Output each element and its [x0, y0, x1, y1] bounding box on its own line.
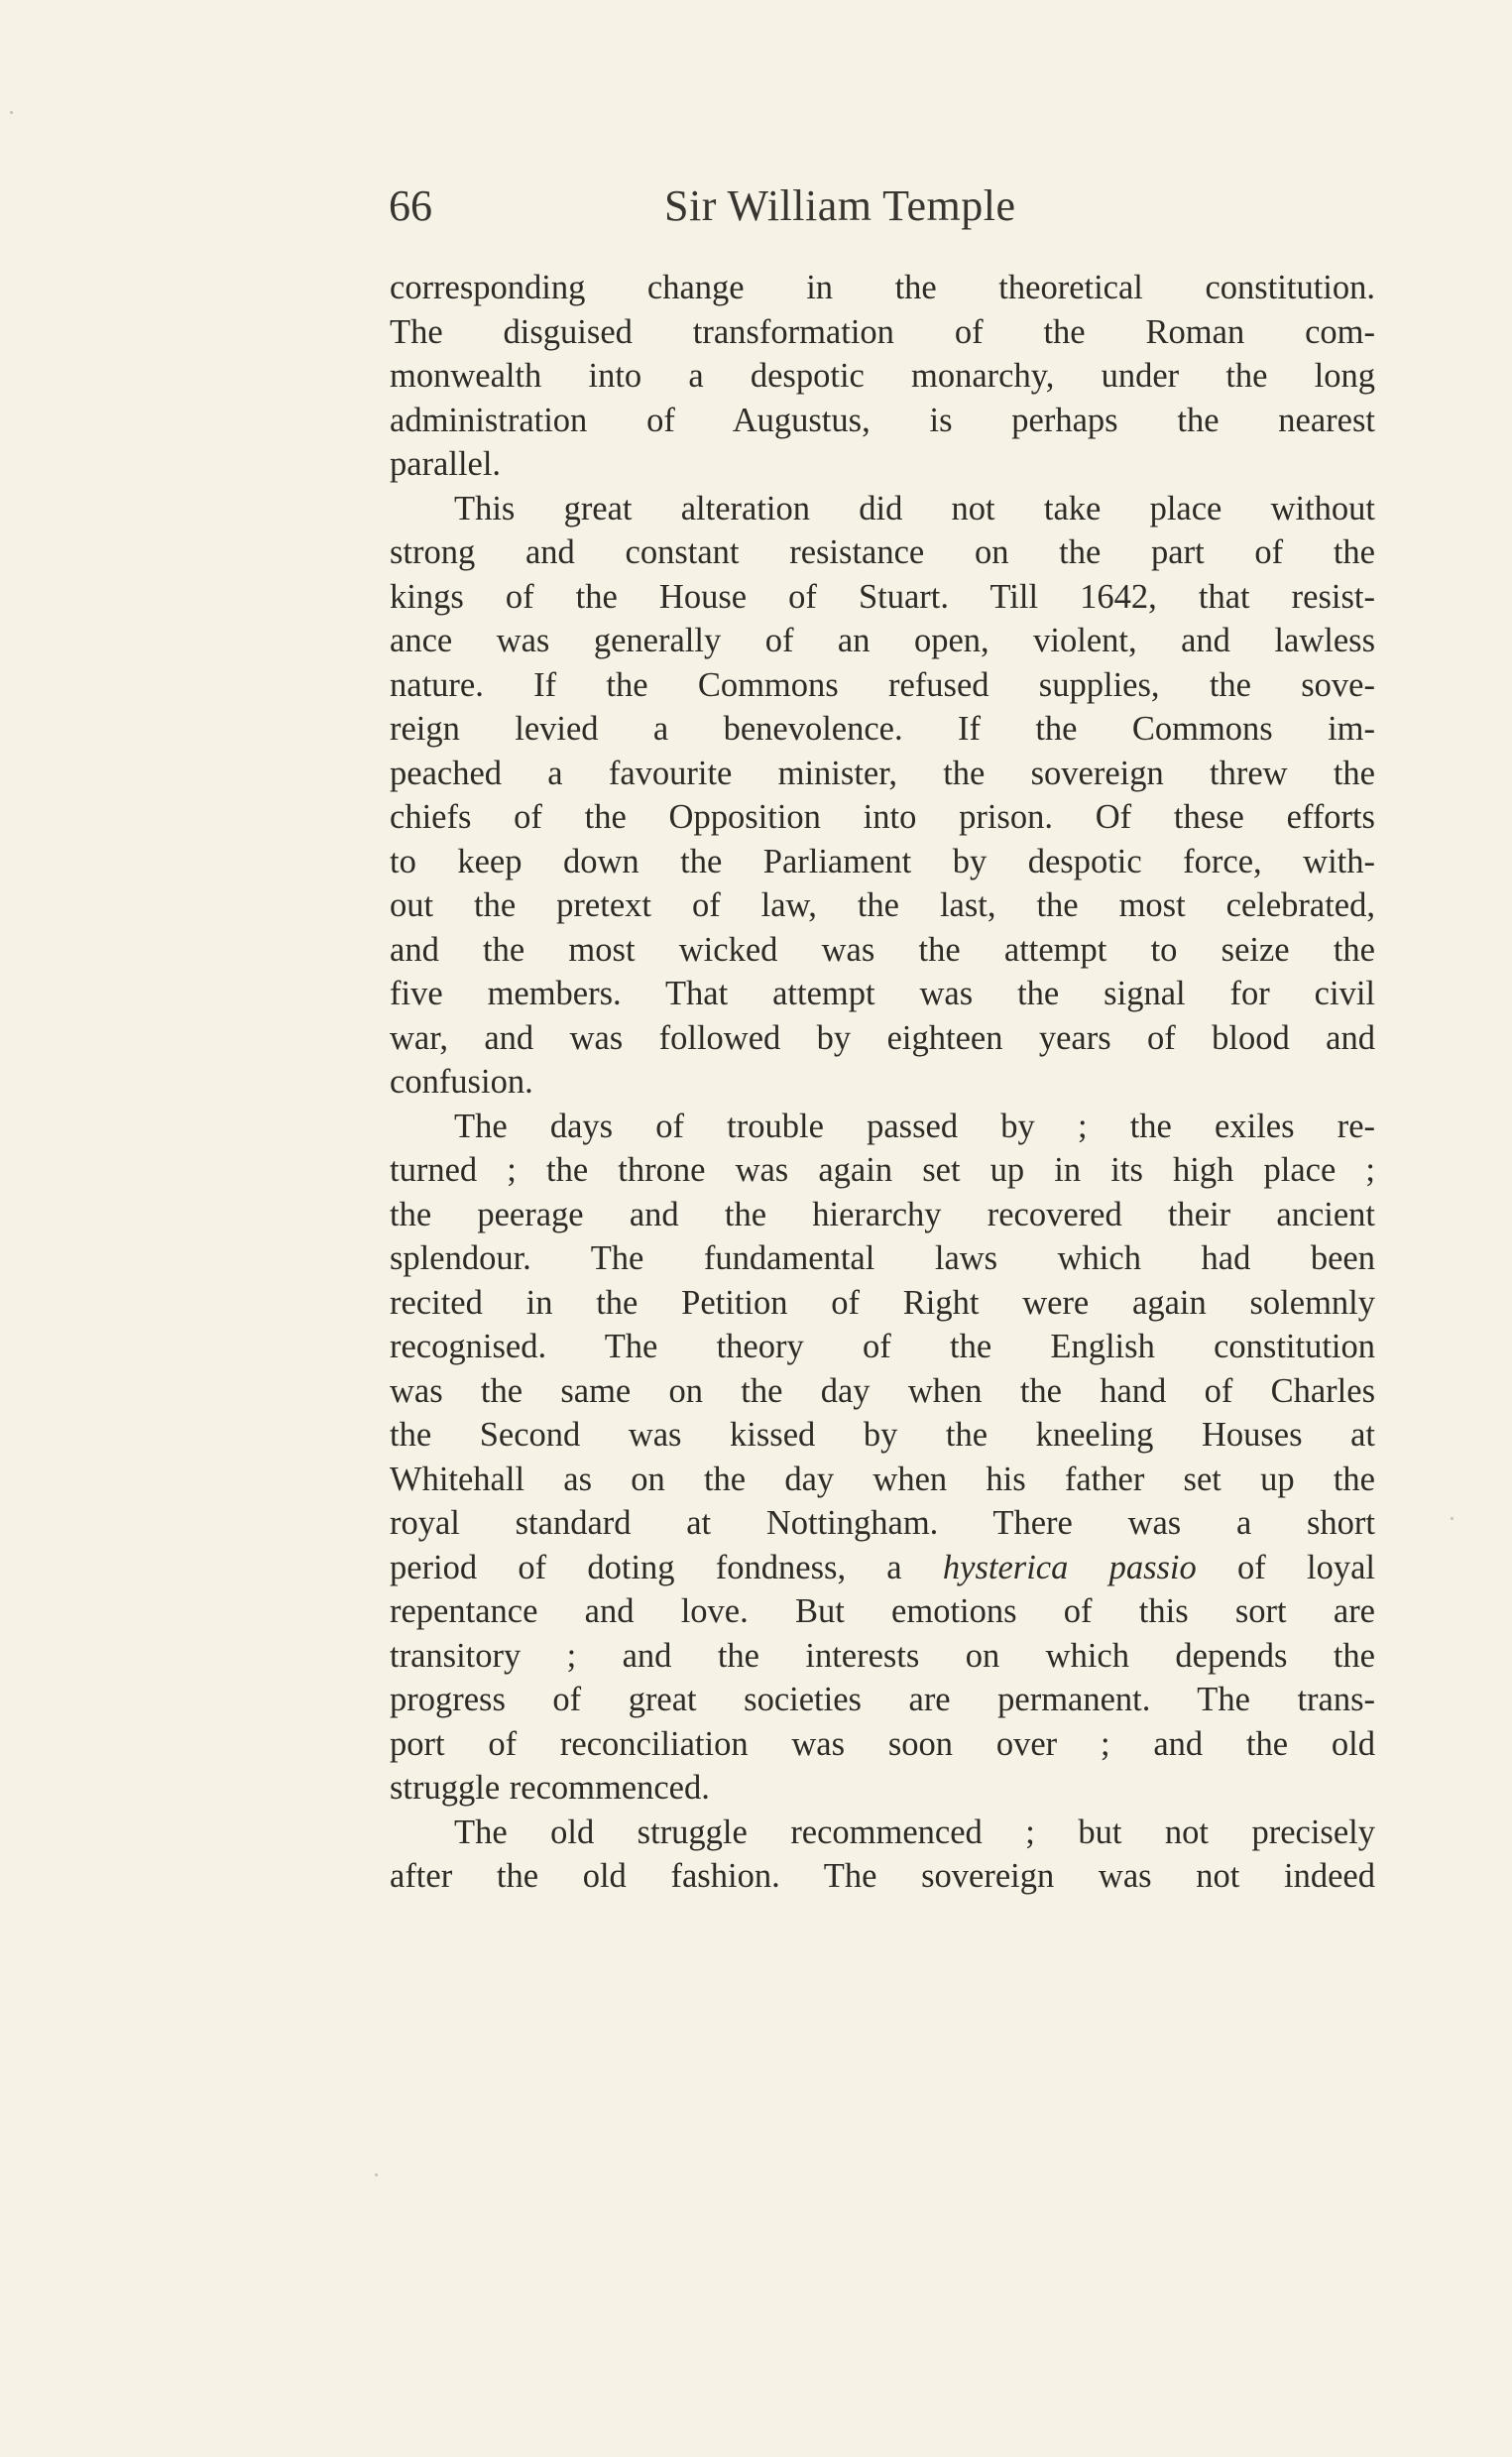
- text-line: [390, 1546, 1375, 1590]
- body-text: [390, 266, 1375, 1899]
- text-line: parallel.: [390, 445, 502, 483]
- text-line: splendour. The fundamental laws which had been: [390, 1239, 1375, 1277]
- page-heading: Sir William Temple: [664, 181, 1016, 230]
- text-line: royal standard at Nottingham. There was a short: [390, 1504, 1375, 1542]
- text-line: peached a favourite minister, the sovereign threw the: [390, 754, 1375, 792]
- text-span: period of doting fondness, a: [390, 1548, 943, 1586]
- text-line: was the same on the day when the hand of Charles: [390, 1371, 1375, 1410]
- text-line: administration of Augustus, is perhaps the nearest: [390, 401, 1375, 439]
- text-line: port of reconciliation was soon over ; and the old: [390, 1724, 1375, 1763]
- text-line: reign levied a benevolence. If the Commons im-: [390, 710, 1375, 748]
- italic-phrase: hysterica passio: [942, 1548, 1197, 1586]
- text-line: ance was generally of an open, violent, and lawless: [390, 622, 1375, 659]
- text-line: out the pretext of law, the last, the most celebrated,: [390, 886, 1375, 924]
- text-line: repentance and love. But emotions of this sort are: [390, 1592, 1375, 1630]
- text-line: transitory ; and the interests on which depends the: [390, 1636, 1375, 1675]
- text-line: corresponding change in the theoretical constitution.: [390, 269, 1375, 306]
- text-line: to keep down the Parliament by despotic force, with-: [390, 842, 1375, 880]
- text-line: five members. That attempt was the signal for civil: [390, 975, 1375, 1012]
- text-line: struggle recommenced.: [390, 1769, 710, 1807]
- paper-speck: [1451, 1517, 1454, 1520]
- text-line: turned ; the throne was again set up in its high place ;: [390, 1151, 1375, 1189]
- text-line: This great alteration did not take place without: [454, 489, 1375, 527]
- text-line: and the most wicked was the attempt to seize the: [390, 930, 1375, 969]
- running-head: [389, 176, 1375, 236]
- text-line: recognised. The theory of the English constitution: [390, 1328, 1375, 1365]
- paper-speck: [375, 2173, 378, 2176]
- text-line: The old struggle recommenced ; but not precisely: [454, 1813, 1375, 1851]
- text-line: after the old fashion. The sovereign was not indeed: [390, 1857, 1375, 1895]
- paper-speck: [10, 111, 13, 114]
- text-line: the Second was kissed by the kneeling Houses at: [390, 1416, 1375, 1454]
- text-line: the peerage and the hierarchy recovered their ancient: [390, 1195, 1375, 1233]
- text-line: nature. If the Commons refused supplies, the sove-: [390, 665, 1375, 704]
- text-line: The disguised transformation of the Roman com-: [390, 312, 1375, 351]
- text-line: confusion.: [390, 1063, 533, 1101]
- page-number: 66: [389, 181, 432, 230]
- text-line: The days of trouble passed by ; the exiles re-: [454, 1107, 1375, 1145]
- text-line: progress of great societies are permanent. The trans-: [390, 1681, 1375, 1718]
- text-line: Whitehall as on the day when his father set up the: [390, 1460, 1375, 1498]
- text-line: recited in the Petition of Right were again solemnly: [390, 1283, 1375, 1322]
- text-line: chiefs of the Opposition into prison. Of these efforts: [390, 798, 1375, 836]
- text-line: kings of the House of Stuart. Till 1642, that resist-: [390, 577, 1375, 616]
- text-line: strong and constant resistance on the part of the: [390, 533, 1375, 571]
- text-span: of loyal: [1196, 1548, 1375, 1586]
- text-line: monwealth into a despotic monarchy, under the long: [390, 357, 1375, 395]
- text-line: war, and was followed by eighteen years of blood and: [390, 1018, 1375, 1057]
